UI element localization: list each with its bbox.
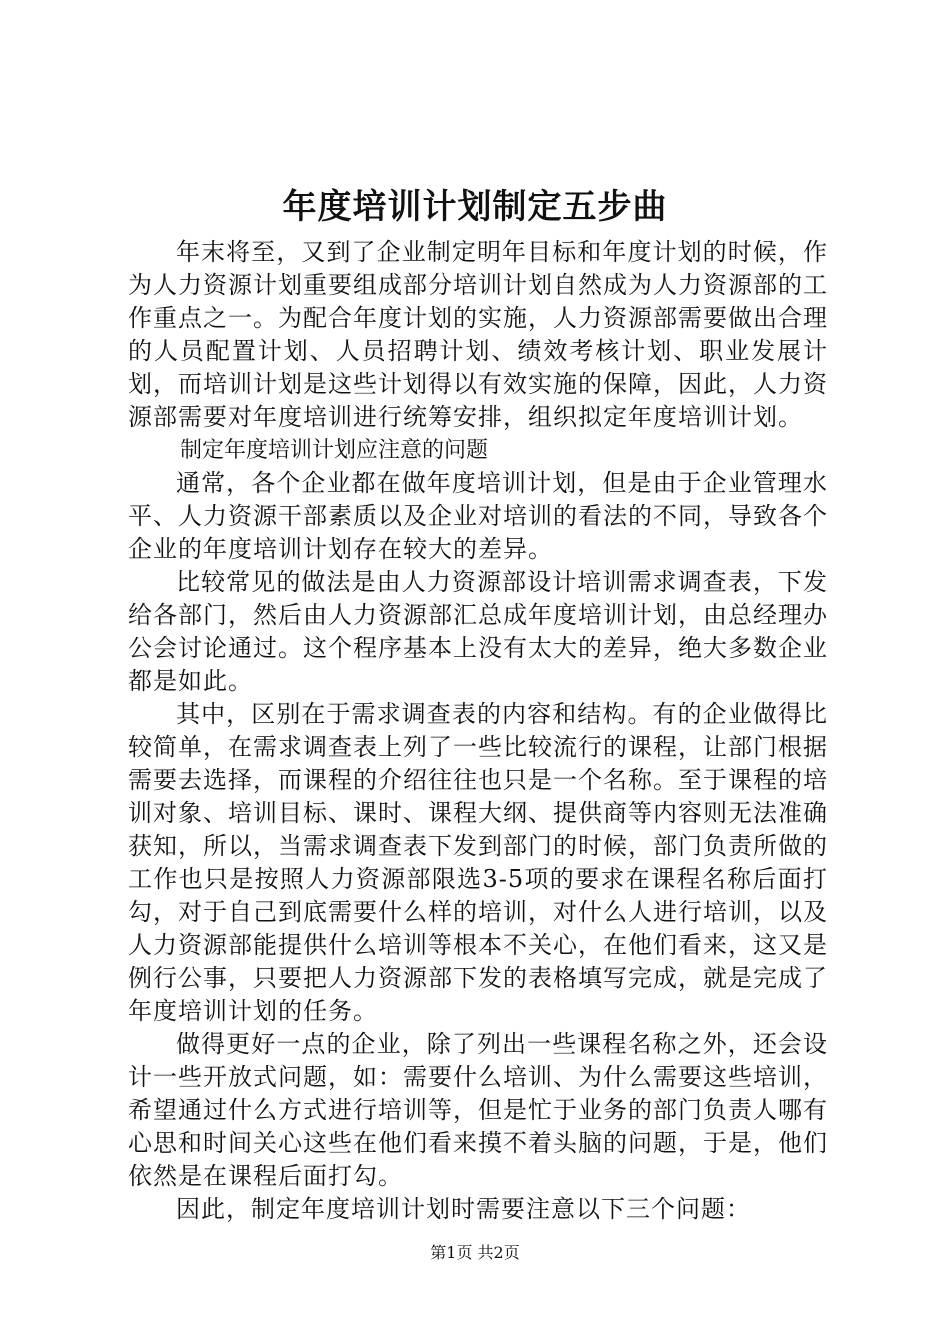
paragraph-intro: 年末将至，又到了企业制定明年目标和年度计划的时候，作为人力资源计划重要组成部分培训计划自然成为人力资源部的工作重点之一。为配合年度计划的实施，人力资源部需要做出合理的人员配置计划、人员招聘计划、绩效考核计划、职业发展计划，而培训计划是这些计划得以有效实施的保障，因此，人力资源部需要对年度培训进行统筹安排，组织拟定年度培训计划。 — [128, 238, 828, 431]
paragraph-open-questions: 做得更好一点的企业，除了列出一些课程名称之外，还会设计一些开放式问题，如：需要什么培训、为什么需要这些培训，希望通过什么方式进行培训等，但是忙于业务的部门负责人哪有心思和时间关心这些在他们看来摸不着头脑的问题，于是，他们依然是在课程后面打勾。 — [128, 1030, 828, 1190]
paragraph-survey-structure: 其中，区别在于需求调查表的内容和结构。有的企业做得比较简单，在需求调查表上列了一些比较流行的课程，让部门根据需要去选择，而课程的介绍往往也只是一个名称。至于课程的培训对象、培训目标、课时、课程大纲、提供商等内容则无法准确获知，所以，当需求调查表下发到部门的时候，部门负责所做的工作也只是按照人力资源部限选3-5项的要求在课程名称后面打勾，对于自己到底需要什么样的培训，对什么人进行培训，以及人力资源部能提供什么培训等根本不关心，在他们看来，这又是例行公事，只要把人力资源部下发的表格填写完成，就是完成了年度培训计划的任务。 — [128, 700, 828, 1025]
document-body — [128, 236, 828, 1226]
document-title: 年度培训计划制定五步曲 — [282, 187, 668, 227]
page-footer: 第1页 共2页 — [430, 1243, 520, 1262]
section-heading: 制定年度培训计划应注意的问题 — [180, 438, 489, 463]
paragraph-three-issues: 因此，制定年度培训计划时需要注意以下三个问题： — [176, 1195, 751, 1223]
paragraph-differences: 通常，各个企业都在做年度培训计划，但是由于企业管理水平、人力资源干部素质以及企业对培训的看法的不同，导致各个企业的年度培训计划存在较大的差异。 — [128, 469, 828, 563]
paragraph-common-practice: 比较常见的做法是由人力资源部设计培训需求调查表，下发给各部门，然后由人力资源部汇总成年度培训计划，由总经理办公会讨论通过。这个程序基本上没有太大的差异，绝大多数企业都是如此。 — [128, 568, 828, 695]
